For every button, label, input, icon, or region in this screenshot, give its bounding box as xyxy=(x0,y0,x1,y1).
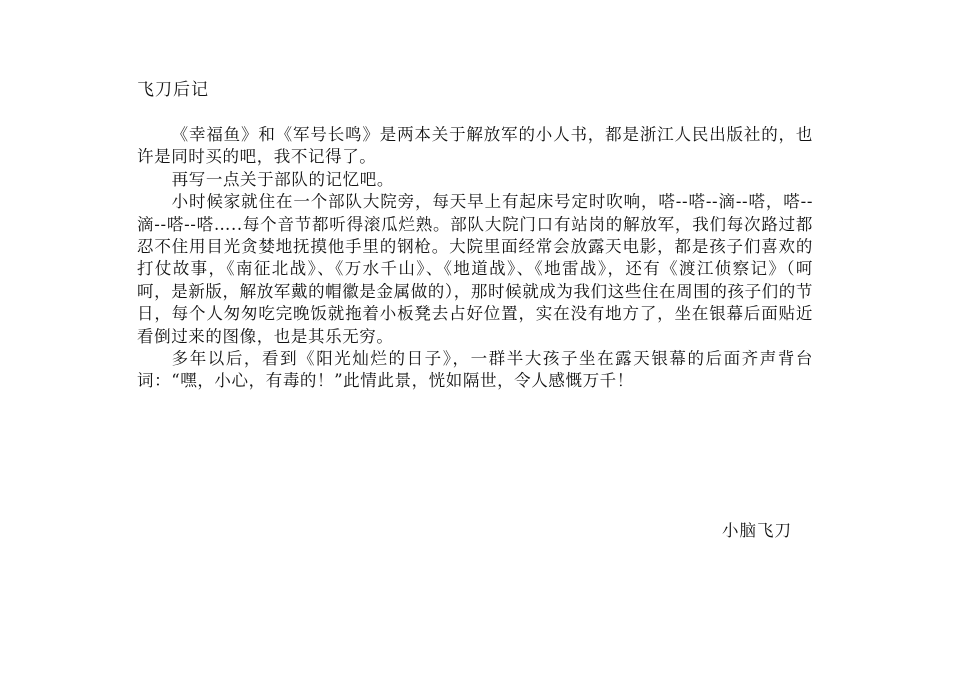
paragraph-4: 多年以后，看到《阳光灿烂的日子》，一群半大孩子坐在露天银幕的后面齐声背台词：“嘿，小心，有毒的！”此情此景，恍如隔世，令人感慨万千！ xyxy=(137,349,813,391)
author-signature: 小脑飞刀 xyxy=(722,521,792,540)
paragraph-1: 《幸福鱼》和《军号长鸣》是两本关于解放军的小人书，都是浙江人民出版社的，也许是同时买的吧，我不记得了。 xyxy=(137,125,813,167)
document-body xyxy=(137,124,813,393)
document-title: 飞刀后记 xyxy=(137,80,209,100)
paragraph-2: 再写一点关于部队的记忆吧。 xyxy=(171,169,394,189)
paragraph-3: 小时候家就住在一个部队大院旁，每天早上有起床号定时吹响，嗒--嗒--滴--嗒，嗒--滴--嗒--嗒…..每个音节都听得滚瓜烂熟。部队大院门口有站岗的解放军，我们每次路过都忍不住用目光贪婪地抚摸他手里的钢枪。大院里面经常会放露天电影，都是孩子们喜欢的打仗故事，《南征北战》、《万水千山》、《地道战》、《地雷战》，还有《渡江侦察记》（呵呵，是新版，解放军戴的帽徽是金属做的），那时候就成为我们这些住在周围的孩子们的节日，每个人匆匆吃完晚饭就拖着小板凳去占好位置，实在没有地方了，坐在银幕后面贴近看倒过来的图像，也是其乐无穷。 xyxy=(137,192,813,346)
